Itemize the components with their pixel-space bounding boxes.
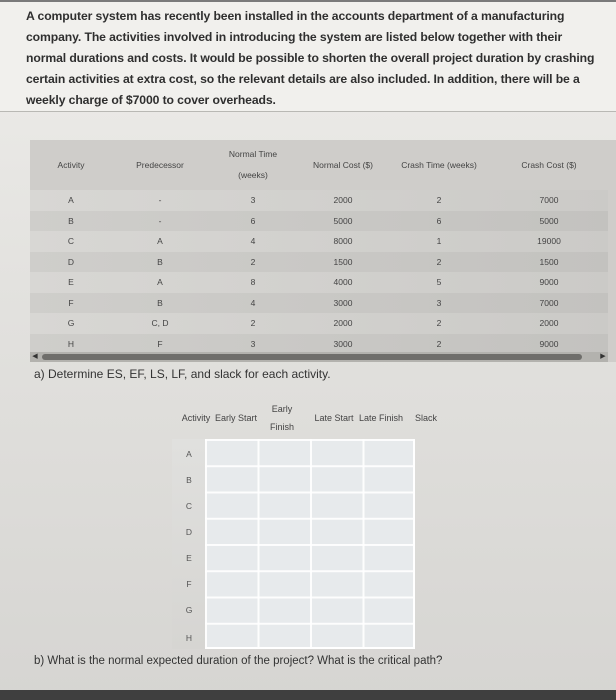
cell-crash-time: 5 — [436, 277, 442, 288]
header-normal-time-line2: (weeks) — [238, 170, 268, 180]
cell-predecessor: - — [158, 195, 162, 206]
header-normal-time-line1: Normal Time — [228, 149, 278, 159]
cell-crash-cost: 7000 — [539, 297, 559, 308]
answer-activity-label: D — [185, 527, 193, 537]
question-a: a) Determine ES, EF, LS, LF, and slack for each activity. — [34, 367, 331, 381]
cell-predecessor: A — [157, 277, 163, 288]
activity-data-table — [30, 140, 608, 354]
cell-crash-cost: 7000 — [539, 195, 559, 206]
table-row — [30, 313, 608, 334]
answer-activity-column — [172, 439, 206, 649]
answer-header-early-finish-line2: Finish — [269, 422, 294, 432]
scroll-left-arrow-icon[interactable]: ◀ — [32, 353, 38, 360]
cell-crash-time: 2 — [436, 318, 442, 329]
header-normal-cost: Normal Cost ($) — [313, 159, 373, 170]
cell-normal-cost: 8000 — [333, 236, 353, 247]
cell-normal-time: 2 — [250, 318, 256, 329]
cell-normal-time: 4 — [250, 236, 256, 247]
table-row — [30, 190, 608, 211]
table-row — [30, 252, 608, 273]
header-crash-cost: Crash Cost ($) — [521, 159, 577, 170]
cell-normal-cost: 3000 — [333, 338, 353, 349]
header-normal-time — [208, 140, 298, 190]
cell-crash-time: 2 — [436, 195, 442, 206]
answer-activity-label: E — [186, 553, 192, 563]
cell-normal-time: 3 — [250, 338, 256, 349]
answer-table-header — [172, 396, 448, 438]
cell-predecessor: - — [158, 215, 162, 226]
table-row — [30, 211, 608, 232]
problem-statement — [0, 0, 616, 112]
cell-crash-time: 2 — [436, 338, 442, 349]
cell-activity: E — [68, 277, 74, 288]
cell-normal-cost: 1500 — [333, 256, 353, 267]
cell-activity: F — [68, 297, 74, 308]
cell-crash-cost: 5000 — [539, 215, 559, 226]
header-crash-time: Crash Time (weeks) — [401, 159, 477, 170]
cell-normal-cost: 4000 — [333, 277, 353, 288]
cell-crash-cost: 9000 — [539, 277, 559, 288]
question-b: b) What is the normal expected duration of the project? What is the critical path? — [34, 655, 443, 667]
cell-activity: A — [68, 195, 74, 206]
table-row — [30, 272, 608, 293]
answer-activity-label: C — [185, 501, 193, 511]
cell-predecessor: A — [157, 236, 163, 247]
cell-crash-cost: 2000 — [539, 318, 559, 329]
bottom-edge — [0, 690, 616, 700]
cell-activity: C — [67, 236, 75, 247]
cell-predecessor: B — [157, 256, 163, 267]
cell-crash-cost: 19000 — [537, 236, 561, 247]
cell-activity: D — [67, 256, 75, 267]
answer-activity-label: B — [186, 475, 192, 485]
cell-crash-cost: 1500 — [539, 256, 559, 267]
answer-activity-label: H — [185, 633, 193, 643]
intro-text: A computer system has recently been installed in the accounts department of a manufacturing company. The activities involved in introducing the system are listed below together with their normal durations and costs. It would be possible to shorten the overall project duration by crashing certain activities at extra cost, so the relevant details are also included. In addition, there will be a weekly charge of $7000 to cover overheads. — [26, 9, 595, 107]
scrollbar-thumb[interactable] — [42, 354, 582, 360]
answer-header-late-finish: Late Finish — [358, 413, 404, 423]
table-row — [30, 231, 608, 252]
answer-activity-label: A — [186, 449, 192, 459]
cell-predecessor: F — [157, 338, 163, 349]
table-row — [30, 293, 608, 314]
cell-predecessor: B — [157, 297, 163, 308]
answer-activity-label: F — [186, 579, 192, 589]
table-header-row — [30, 140, 608, 190]
cell-activity: H — [67, 338, 75, 349]
header-predecessor: Predecessor — [136, 159, 184, 170]
cell-crash-time: 2 — [436, 256, 442, 267]
cell-normal-time: 2 — [250, 256, 256, 267]
cell-crash-cost: 9000 — [539, 338, 559, 349]
cell-crash-time: 6 — [436, 215, 442, 226]
header-activity: Activity — [57, 159, 85, 170]
answer-header-early-start: Early Start — [214, 413, 257, 423]
cell-normal-time: 6 — [250, 215, 256, 226]
cell-normal-cost: 2000 — [333, 195, 353, 206]
answer-header-early-finish-line1: Early — [271, 404, 293, 414]
cell-activity: G — [67, 318, 75, 329]
answer-header-slack: Slack — [414, 413, 437, 423]
cell-normal-cost: 3000 — [333, 297, 353, 308]
horizontal-scrollbar[interactable] — [30, 352, 608, 362]
cell-normal-time: 4 — [250, 297, 256, 308]
cell-normal-cost: 2000 — [333, 318, 353, 329]
answer-header-activity: Activity — [181, 413, 211, 423]
cell-crash-time: 1 — [436, 236, 442, 247]
cell-normal-time: 3 — [250, 195, 256, 206]
answer-header-late-start: Late Start — [314, 413, 354, 423]
cell-crash-time: 3 — [436, 297, 442, 308]
cell-predecessor: C, D — [151, 318, 169, 329]
table-row — [30, 334, 608, 355]
cell-normal-cost: 5000 — [333, 215, 353, 226]
scroll-right-arrow-icon[interactable]: ▶ — [600, 353, 606, 360]
cell-normal-time: 8 — [250, 277, 256, 288]
answer-activity-label: G — [185, 605, 193, 615]
cell-activity: B — [68, 215, 74, 226]
answer-input-grid[interactable] — [205, 439, 415, 649]
